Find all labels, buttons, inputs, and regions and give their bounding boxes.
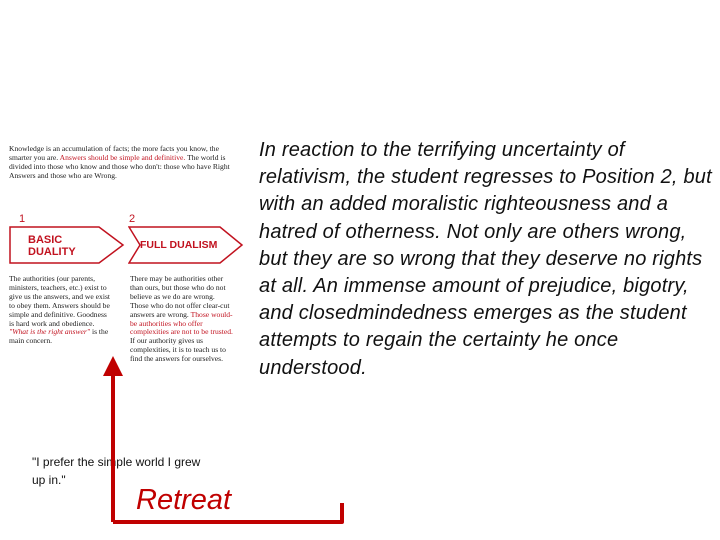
main-paragraph: In reaction to the terrifying uncertainty of relativism, the student regresses to Position 2, but with an added moralistic righteousness and a hatred of otherness. Not only are others wrong, but they are so wrong that they deserve no rights at all. An immense amount of prejudice, bigotry, and closedmindedness emerges as the student attempts to regain the certainty he once understood. <box>259 139 712 379</box>
full-dualism-arrow <box>128 221 244 269</box>
col2-text-a: There may be authorities other than ours, but those who do not believe as we do are wrong. Those who do not offer clear-cut answers are wrong. <box>130 274 230 319</box>
basic-duality-arrow <box>9 221 125 269</box>
basic-duality-line1: BASIC <box>28 234 63 246</box>
position-number-2: 2 <box>129 213 136 225</box>
col1-text-a: The authorities (our parents, ministers, teachers, etc.) exist to give us the answers, and we exist to obey them. Answers should be simple and definitive. Goodness is hard work and obedience. <box>9 274 111 328</box>
intro-line-knowledge: Knowledge is an accumulation of facts; the more facts you know, the smarter you are. <box>9 144 219 162</box>
position-number-1: 1 <box>19 213 26 225</box>
perry-scheme-figure <box>0 135 244 410</box>
intro-line-answers: Answers should be simple and definitive. <box>59 152 186 162</box>
basic-duality-label <box>28 234 76 258</box>
basic-duality-line2: DUALITY <box>28 246 76 258</box>
col1-text-b: "What is the right answer" <box>9 327 91 337</box>
col2-text-b: Those would-be authorities who offer complexities are not to be trusted. <box>130 309 233 337</box>
basic-duality-description <box>9 275 111 346</box>
col1-text-c: is the main concern. <box>9 327 109 346</box>
col2-text-c: If our authority gives us complexities, it is to teach us to find the answers for ourselves. <box>130 336 226 364</box>
full-dualism-label: FULL DUALISM <box>140 239 218 251</box>
retreat-label: Retreat <box>136 484 232 516</box>
full-dualism-description <box>130 275 234 364</box>
quote-text: "I prefer the simple world I grew up in." <box>32 455 201 487</box>
intro-line-world: The world is divided into those who know and those who don't: those who have Right Answers and those who are Wrong. <box>9 152 230 180</box>
figure-intro-text <box>9 145 231 181</box>
